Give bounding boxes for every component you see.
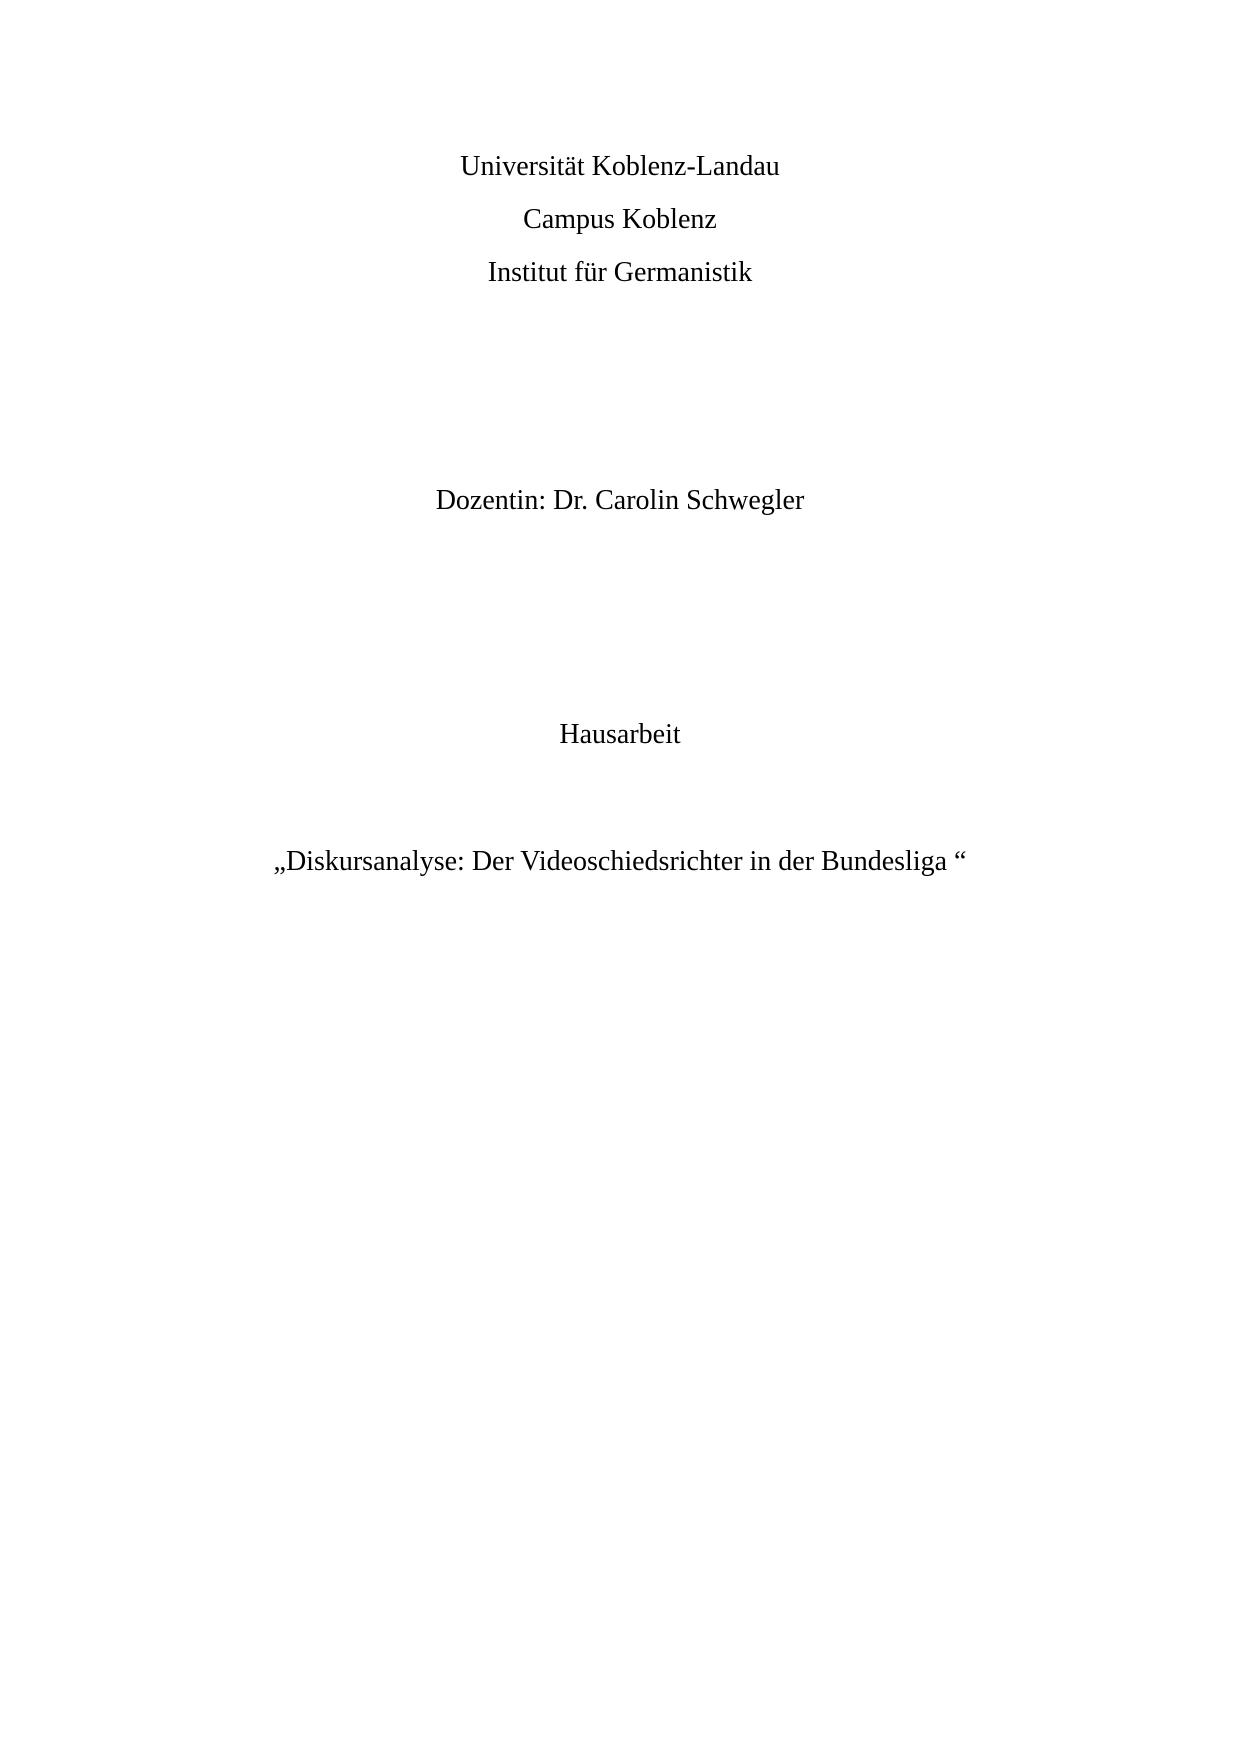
- campus-name: Campus Koblenz: [523, 204, 717, 235]
- document-title: „Diskursanalyse: Der Videoschiedsrichter in der Bundesliga “: [273, 846, 967, 877]
- university-name: Universität Koblenz-Landau: [460, 151, 780, 182]
- lecturer-line: Dozentin: Dr. Carolin Schwegler: [435, 485, 805, 516]
- document-type: Hausarbeit: [559, 719, 681, 750]
- institute-name: Institut für Germanistik: [487, 257, 753, 288]
